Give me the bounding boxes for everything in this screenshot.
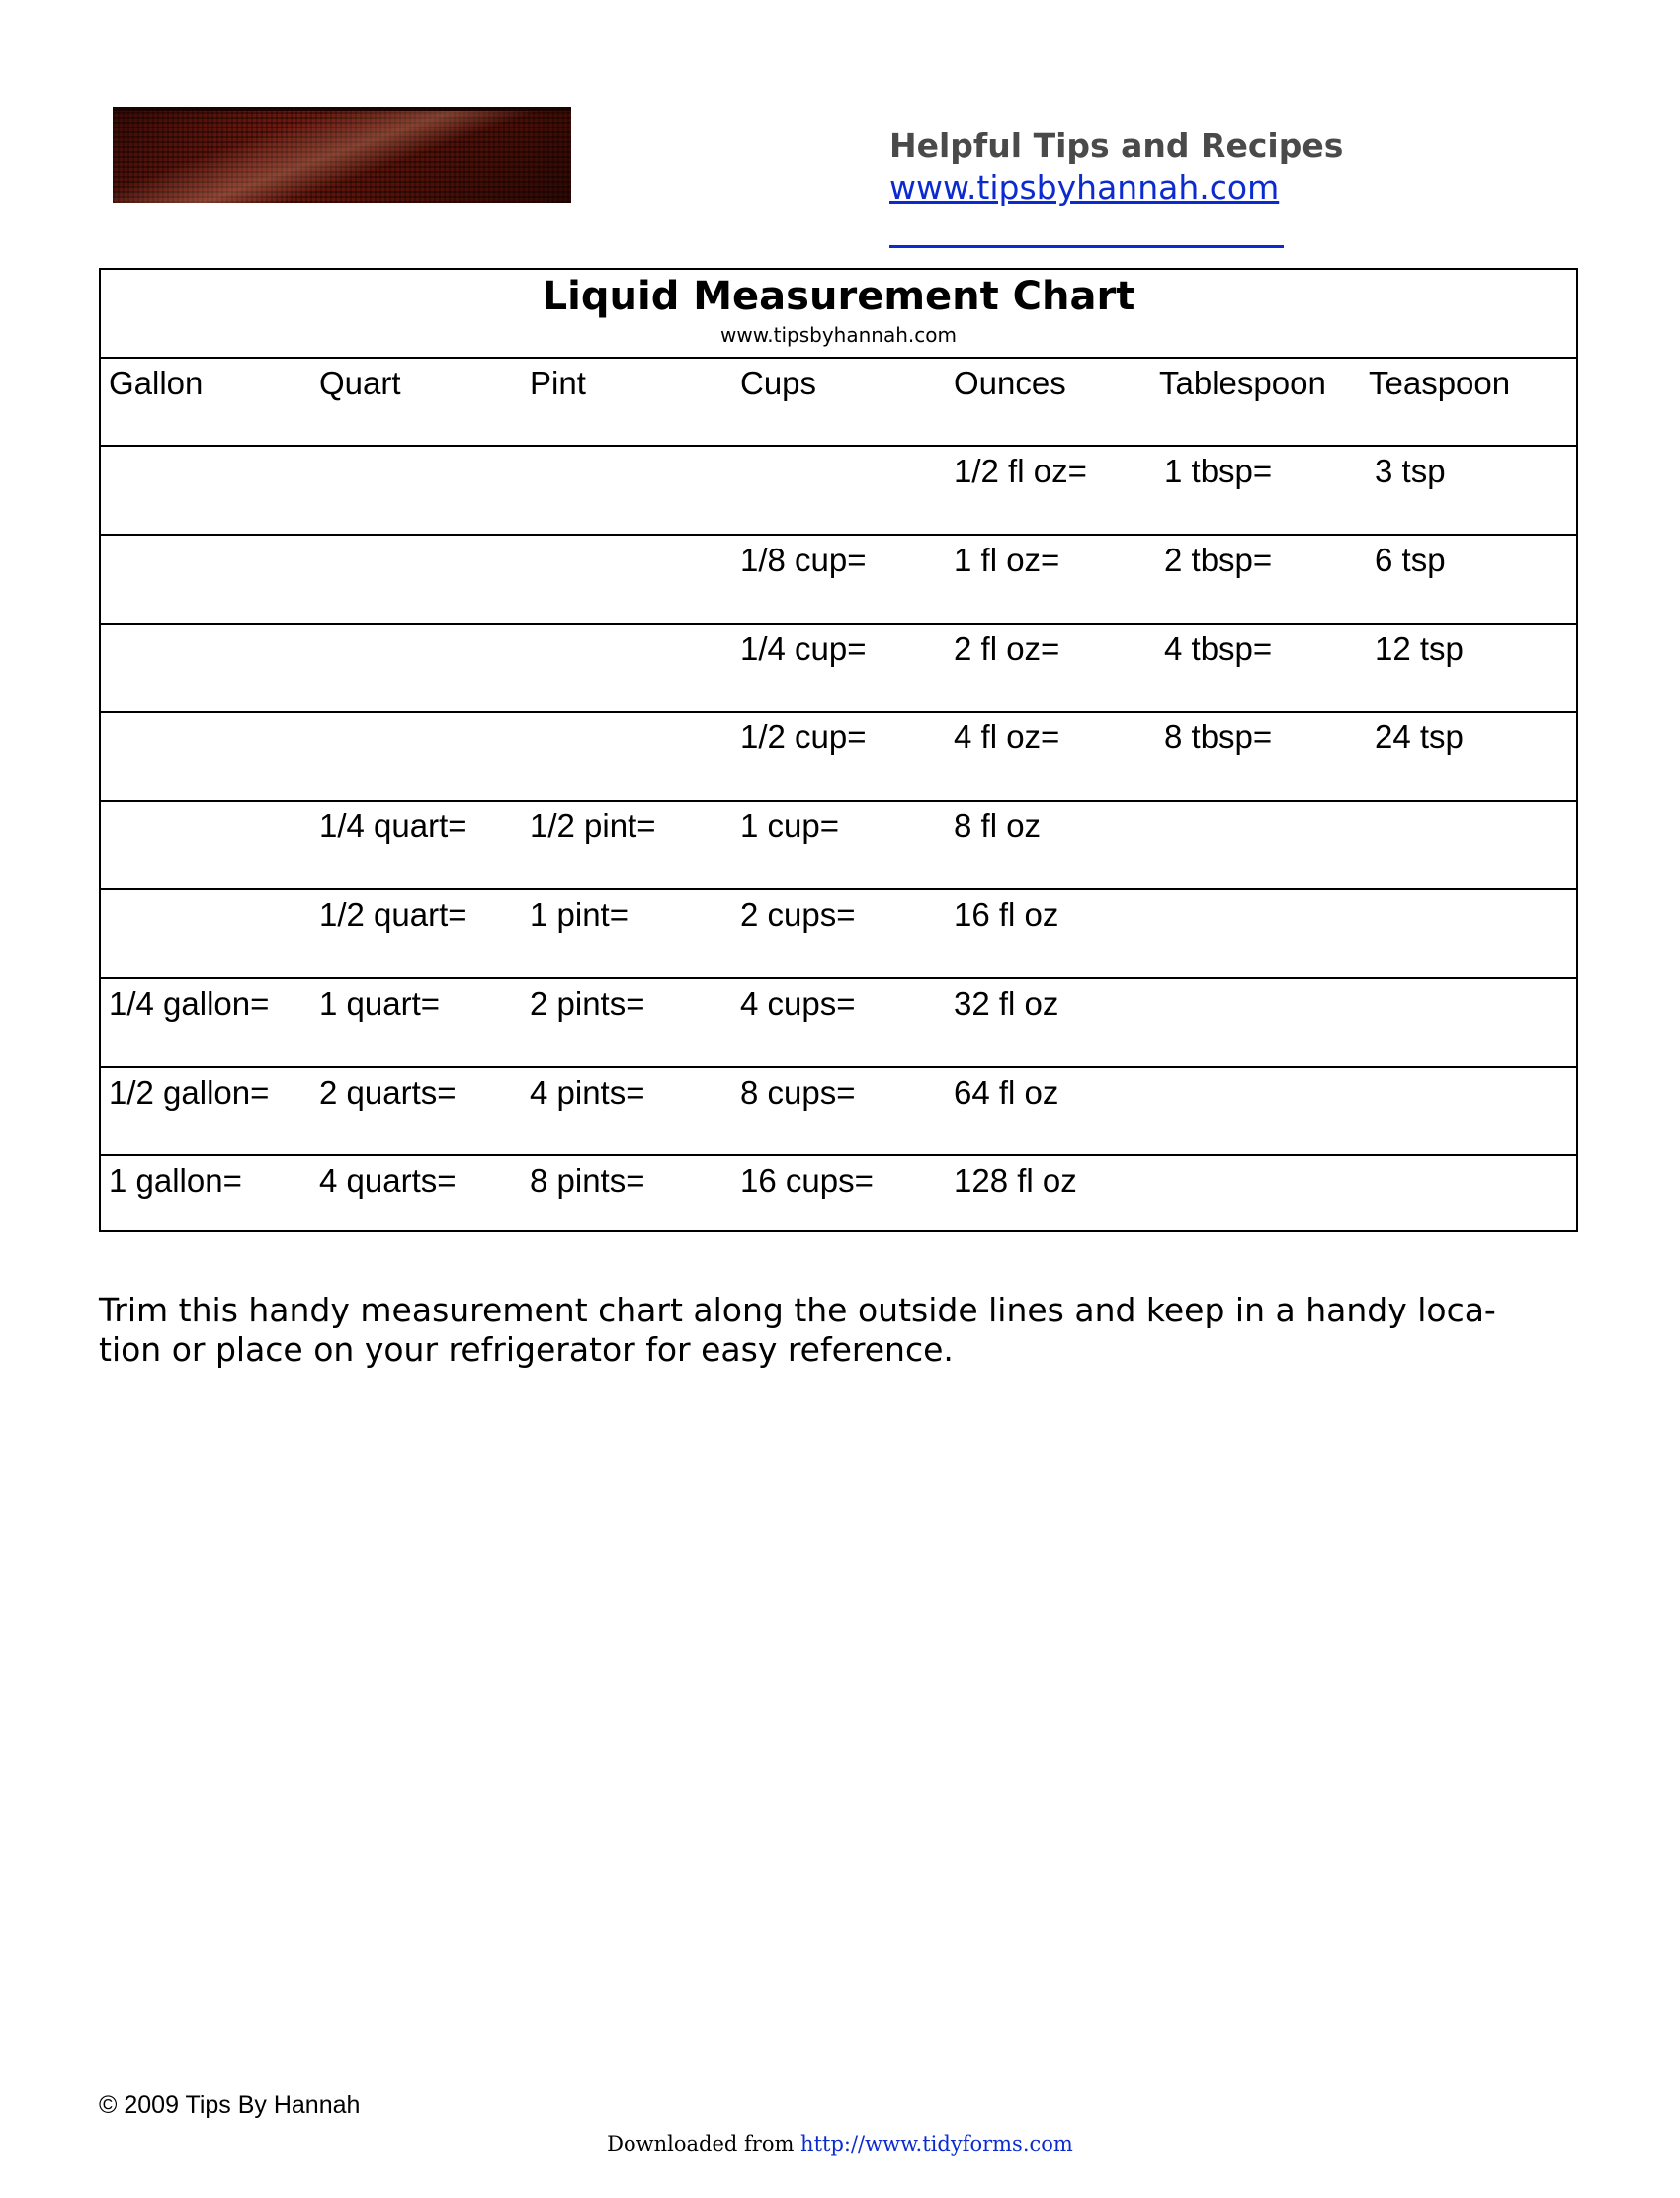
column-header: Teaspoon [1369,365,1511,401]
table-cell: 4 pints= [530,1074,645,1111]
table-cell: 4 fl oz= [954,719,1060,755]
table-cell: 24 tsp [1375,719,1464,755]
table-cell: 1 fl oz= [954,542,1060,578]
table-cell: 2 fl oz= [954,631,1060,667]
table-cell: 64 fl oz [954,1074,1059,1111]
table-cell: 1/4 quart= [319,807,467,844]
table-cell: 1 pint= [530,896,629,933]
table-cell: 2 pints= [530,985,645,1022]
table-cell: 16 cups= [740,1162,874,1199]
chart-title: Liquid Measurement Chart [542,274,1135,319]
table-cell: 6 tsp [1375,542,1446,578]
table-cell: 1/2 quart= [319,896,467,933]
chart-subtitle: www.tipsbyhannah.com [720,323,957,347]
column-header-row [101,357,1576,445]
table-cell: 32 fl oz [954,985,1059,1022]
header-banner-image [113,107,571,203]
table-row [101,1066,1576,1154]
link-underline-rule [889,245,1284,248]
table-cell: 1/4 cup= [740,631,867,667]
download-link[interactable]: http://www.tidyforms.com [800,2132,1073,2156]
table-cell: 1/8 cup= [740,542,867,578]
column-header: Quart [319,365,401,401]
table-cell: 1 quart= [319,985,441,1022]
table-cell: 1 gallon= [109,1162,242,1199]
table-row [101,888,1576,976]
table-cell: 1 cup= [740,807,839,844]
table-cell: 1/4 gallon= [109,985,270,1022]
table-cell: 4 tbsp= [1164,631,1273,667]
column-header: Pint [530,365,586,401]
table-cell: 2 quarts= [319,1074,457,1111]
table-cell: 1 tbsp= [1164,453,1273,489]
table-cell: 8 cups= [740,1074,856,1111]
download-prefix: Downloaded from [607,2132,801,2156]
table-row [101,711,1576,799]
table-cell: 3 tsp [1375,453,1446,489]
copyright-text: © 2009 Tips By Hannah [99,2091,361,2119]
column-header: Gallon [109,365,204,401]
table-row [101,534,1576,622]
column-header: Tablespoon [1159,365,1326,401]
table-cell: 1/2 gallon= [109,1074,270,1111]
table-cell: 1/2 cup= [740,719,867,755]
table-cell: 128 fl oz [954,1162,1077,1199]
table-cell: 1/2 fl oz= [954,453,1087,489]
table-cell: 8 tbsp= [1164,719,1273,755]
table-cell: 8 fl oz [954,807,1042,844]
table-row [101,623,1576,711]
chart-header [101,270,1576,357]
table-cell: 12 tsp [1375,631,1464,667]
download-credit [0,2132,1680,2156]
table-row [101,445,1576,533]
table-cell: 2 tbsp= [1164,542,1273,578]
table-cell: 16 fl oz [954,896,1059,933]
column-header: Ounces [954,365,1066,401]
table-row [101,1154,1576,1242]
banner-texture [113,111,571,203]
table-cell: 2 cups= [740,896,856,933]
table-row [101,800,1576,888]
table-row [101,977,1576,1065]
table-cell: 4 cups= [740,985,856,1022]
column-header: Cups [740,365,817,401]
table-cell: 4 quarts= [319,1162,457,1199]
table-cell: 8 pints= [530,1162,645,1199]
trim-instructions: Trim this handy measurement chart along the outside lines and keep in a handy loca-tion or place on your refrigerator for easy reference. [99,1291,1496,1369]
site-title: Helpful Tips and Recipes [889,127,1344,165]
table-cell: 1/2 pint= [530,807,656,844]
measurement-chart-table [99,268,1578,1232]
site-link[interactable]: www.tipsbyhannah.com [889,168,1280,207]
